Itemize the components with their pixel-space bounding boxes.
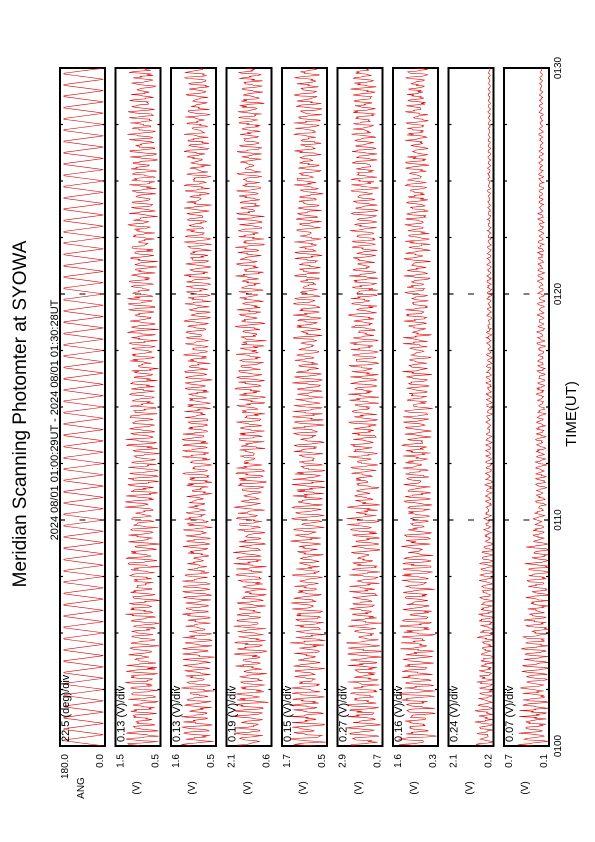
chart-subtitle: 2024 08/01 01:00:29UT - 2024 08/01 01:30:28UT: [49, 299, 61, 541]
y-tick-label-min: 0.0: [95, 754, 106, 768]
unit-glyph: (V): [409, 781, 420, 795]
panel-ch4: [282, 68, 328, 795]
x-tick-label: 0110: [553, 509, 564, 531]
panel-scale-label: 0.24 (V)/div: [448, 685, 461, 742]
panel-scale-label: 0.07 (V)/div: [504, 685, 516, 742]
x-tick-label: 0120: [553, 282, 564, 306]
panel-angle: [60, 68, 106, 799]
panel-ch3: [227, 68, 273, 795]
panel-frame: [60, 68, 105, 746]
x-tick-label: 0100: [553, 734, 564, 758]
unit-glyph: (V): [520, 781, 531, 795]
trace-angle: [64, 68, 103, 746]
panel-frame: [504, 68, 549, 746]
y-tick-label-max: 2.9: [337, 754, 349, 768]
panel-scale-label: 0.19 (V)/div: [226, 685, 239, 742]
panel-scale-label: 0.13 (V)/div: [115, 685, 128, 742]
y-tick-label-max: 1.5: [115, 754, 127, 768]
panel-scale-label: 0.16 (V)/div: [393, 685, 405, 742]
y-tick-label-max: 1.7: [282, 754, 293, 768]
panel-scale-label: 0.27 (V)/div: [337, 685, 350, 742]
y-tick-label-min: 0.2: [483, 754, 495, 768]
trace-ch6: [399, 68, 437, 746]
y-tick-label-max: 0.7: [504, 754, 515, 768]
panel-ch7: [449, 68, 495, 795]
panel-frame: [338, 68, 383, 746]
y-tick-label-max: 2.1: [448, 754, 460, 768]
y-tick-label-min: 0.5: [206, 754, 217, 768]
y-tick-label-min: 0.5: [317, 754, 328, 768]
unit-glyph: ANG: [76, 777, 87, 799]
panel-frame: [393, 68, 438, 746]
trace-ch8: [518, 68, 548, 746]
unit-glyph: (V): [131, 781, 143, 795]
unit-glyph: (V): [353, 781, 365, 795]
trace-ch5: [346, 68, 381, 746]
panel-scale-label: 0.13 (V)/div: [171, 685, 183, 742]
panel-ch2: [171, 68, 217, 795]
unit-glyph: (V): [187, 781, 198, 795]
trace-ch4: [290, 68, 326, 746]
unit-glyph: (V): [242, 781, 254, 795]
panel-frame: [116, 68, 161, 746]
y-tick-label-min: 0.6: [261, 754, 273, 768]
y-tick-label-max: 180.0: [60, 754, 71, 780]
panel-ch8: [504, 68, 550, 795]
trace-ch2: [181, 68, 214, 746]
y-tick-label-min: 0.5: [150, 754, 162, 768]
chart-title: Meridian Scanning Photomter at SYOWA: [10, 240, 31, 588]
unit-glyph: (V): [298, 781, 309, 795]
trace-ch1: [125, 68, 160, 746]
y-tick-label-max: 2.1: [226, 754, 238, 768]
panel-ch1: [116, 68, 162, 795]
panel-scale-label: 22.5 (deg)/div: [60, 674, 72, 742]
trace-ch3: [233, 68, 268, 746]
panel-ch5: [338, 68, 384, 795]
y-tick-label-max: 1.6: [171, 754, 182, 768]
x-tick-label: 0130: [553, 56, 564, 80]
x-axis-label: TIME(UT): [563, 381, 580, 447]
y-tick-label-max: 1.6: [393, 754, 404, 768]
panel-ch6: [393, 68, 439, 795]
y-tick-label-min: 0.7: [372, 754, 384, 768]
trace-ch7: [475, 68, 493, 746]
unit-glyph: (V): [464, 781, 476, 795]
y-tick-label-min: 0.1: [539, 754, 550, 768]
panel-scale-label: 0.15 (V)/div: [282, 685, 294, 742]
y-tick-label-min: 0.3: [428, 754, 439, 768]
panels-group: [60, 68, 550, 799]
